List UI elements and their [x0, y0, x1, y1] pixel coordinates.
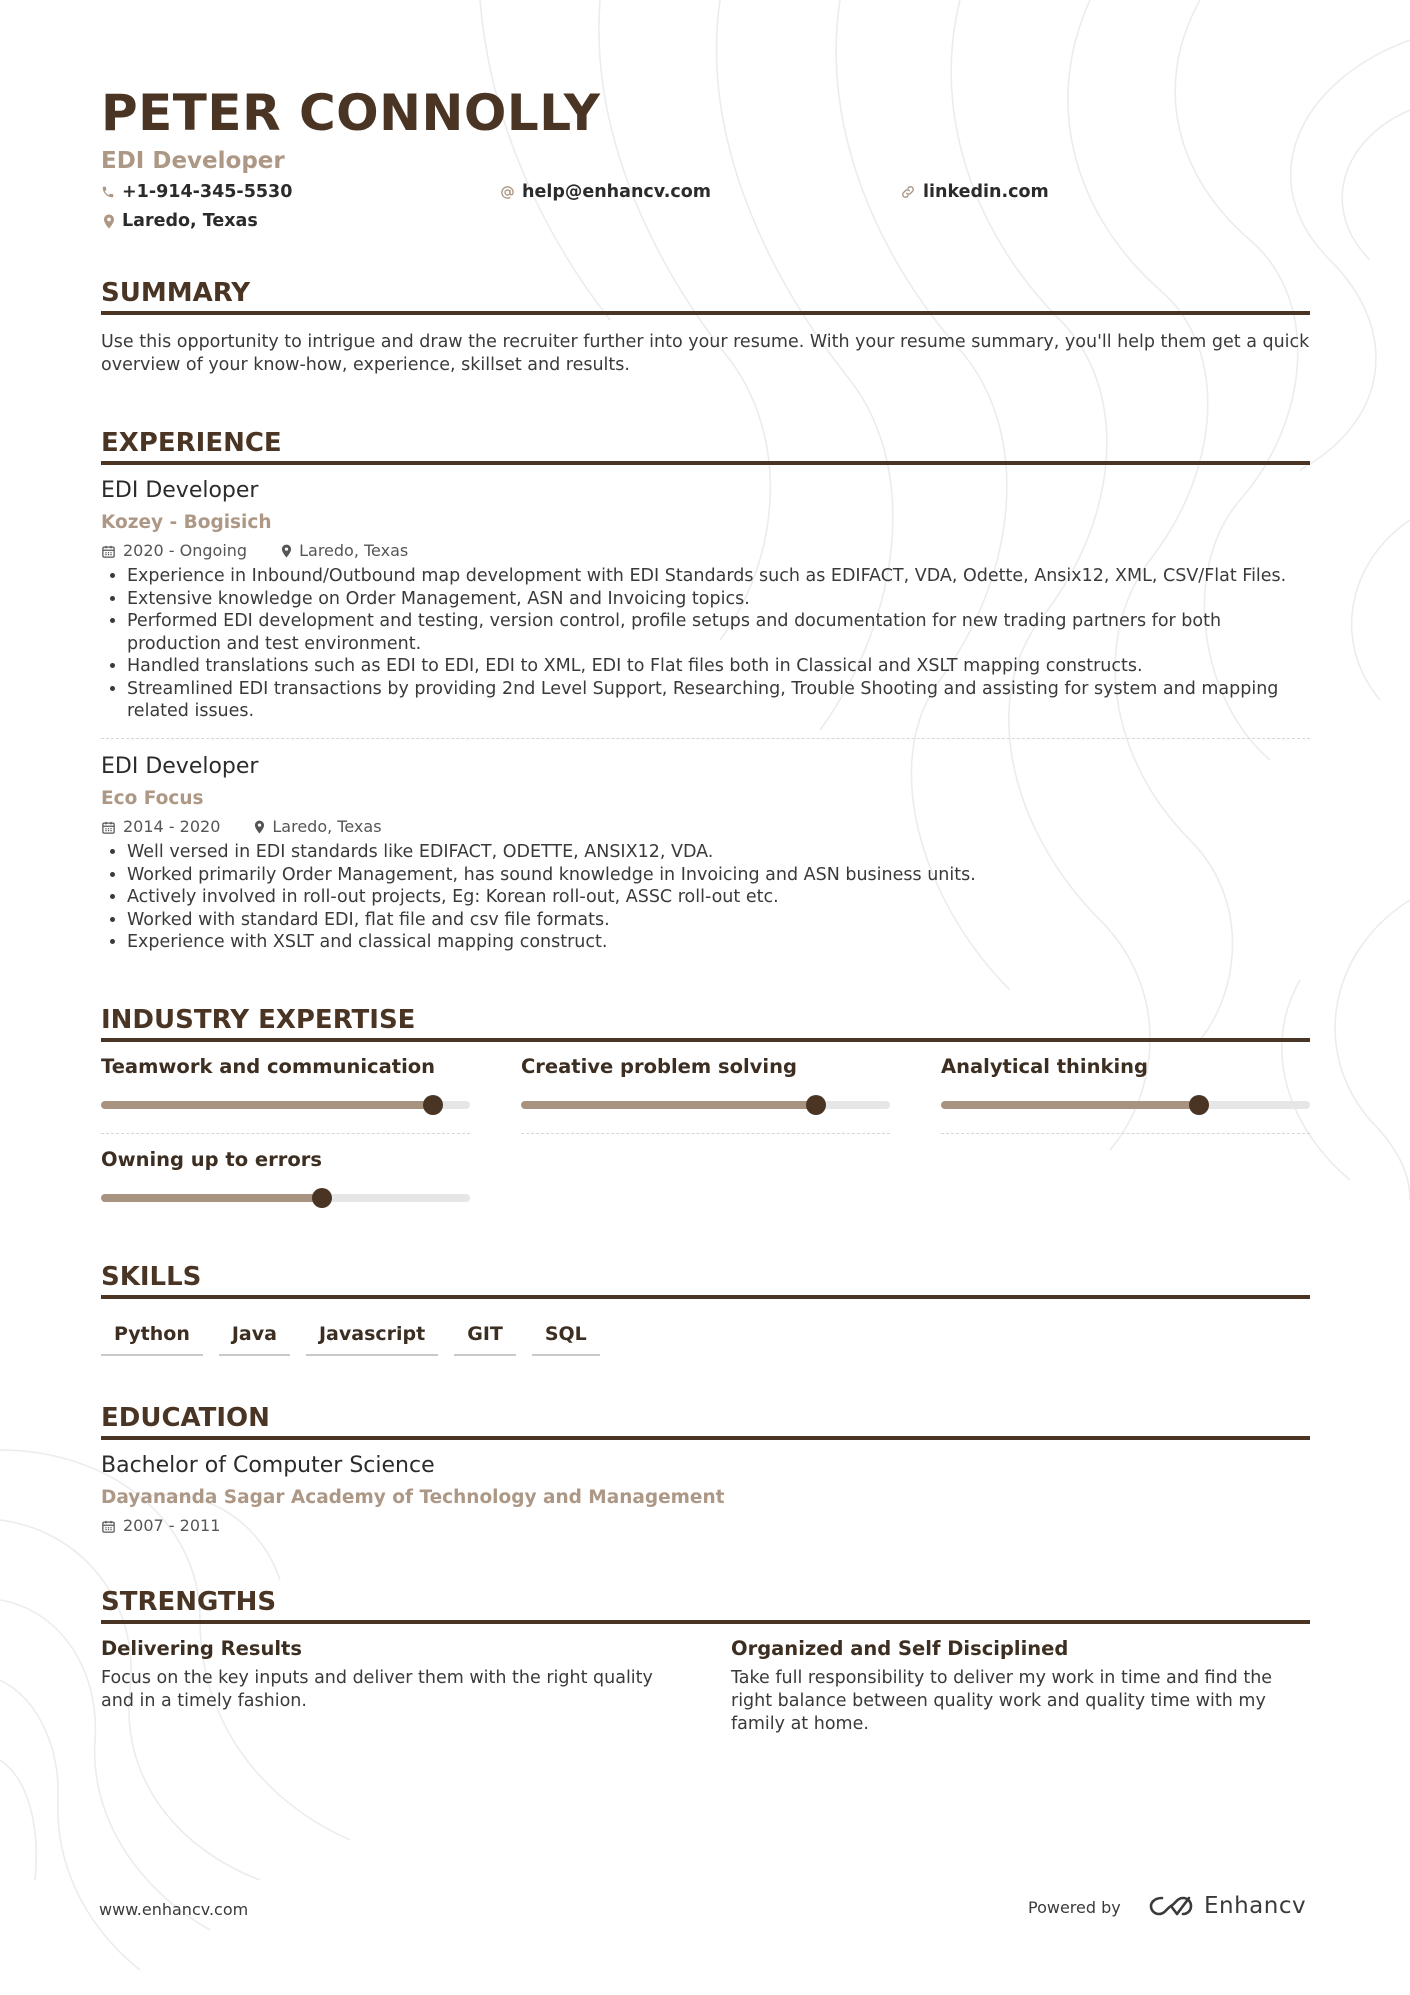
candidate-name: PETER CONNOLLY	[101, 84, 601, 142]
skill-tag: Python	[101, 1320, 203, 1356]
skill-tag: Java	[219, 1320, 290, 1356]
expertise-item	[101, 1148, 470, 1202]
skills-heading: SKILLS	[101, 1261, 1310, 1299]
email-contact[interactable]	[500, 182, 711, 202]
job-bullet: • Well versed in EDI standards like EDIFACT, ODETTE, ANSIX12, VDA.	[127, 841, 1310, 864]
strength-title: Organized and Self Disciplined	[731, 1637, 1069, 1660]
phone-icon	[101, 185, 115, 199]
job-title: EDI Developer	[101, 754, 259, 779]
job-dates: 2020 - Ongoing	[123, 541, 248, 560]
experience-section	[101, 427, 1310, 465]
company-name: Eco Focus	[101, 788, 204, 809]
linkedin-text: linkedin.com	[923, 182, 1049, 202]
strength-description: Focus on the key inputs and deliver them with the right quality and in a timely fashion.	[101, 1668, 653, 1711]
expertise-level-fill	[521, 1101, 816, 1109]
expertise-level-bar	[521, 1101, 890, 1109]
candidate-role: EDI Developer	[101, 148, 285, 174]
education-section	[101, 1402, 1310, 1440]
job-bullet: • Extensive knowledge on Order Management, ASN and Invoicing topics.	[127, 588, 1310, 611]
job-divider	[101, 738, 1310, 739]
job-bullet: • Worked primarily Order Management, has sound knowledge in Invoicing and ASN business units.	[127, 864, 1310, 887]
summary-heading: SUMMARY	[101, 277, 1310, 315]
job-meta	[101, 817, 1310, 837]
job-bullet: • Streamlined EDI transactions by providing 2nd Level Support, Researching, Trouble Shooting and assisting for system and mapping related issues.	[127, 678, 1310, 723]
calendar-icon	[101, 544, 116, 559]
strength-title: Delivering Results	[101, 1637, 302, 1660]
summary-text: Use this opportunity to intrigue and draw the recruiter further into your resume. With your resume summary, you'll help them get a quick overview of your know-how, experience, skillset and results.	[101, 332, 1310, 375]
phone-text: +1-914-345-5530	[122, 182, 293, 202]
experience-heading: EXPERIENCE	[101, 427, 1310, 465]
job-bullet: • Worked with standard EDI, flat file and csv file formats.	[127, 909, 1310, 932]
location-pin-icon	[103, 214, 115, 229]
job-bullet: • Performed EDI development and testing, version control, profile setups and documentation for new trading partners for both production and test environment.	[127, 610, 1310, 655]
job-meta	[101, 541, 1310, 561]
skill-tag: Javascript	[306, 1320, 438, 1356]
education-meta	[101, 1516, 1310, 1536]
email-text: help@enhancv.com	[522, 182, 712, 202]
expertise-divider	[941, 1133, 1310, 1134]
phone-contact[interactable]	[101, 182, 292, 202]
strengths-section	[101, 1586, 1310, 1624]
expertise-level-fill	[941, 1101, 1199, 1109]
location-contact	[103, 211, 258, 231]
education-heading: EDUCATION	[101, 1402, 1310, 1440]
expertise-level-fill	[101, 1101, 433, 1109]
brand-name: Enhancv	[1204, 1893, 1307, 1919]
expertise-divider	[521, 1133, 890, 1134]
education-dates: 2007 - 2011	[123, 1516, 221, 1535]
job-entry	[101, 753, 1310, 954]
job-dates: 2014 - 2020	[123, 817, 221, 836]
calendar-icon	[101, 1519, 116, 1534]
skills-list	[101, 1320, 600, 1356]
job-location: Laredo, Texas	[299, 541, 409, 560]
job-bullet: • Experience with XSLT and classical mapping construct.	[127, 931, 1310, 954]
expertise-section	[101, 1004, 1310, 1042]
job-entry	[101, 477, 1310, 723]
degree-title: Bachelor of Computer Science	[101, 1453, 435, 1478]
link-icon	[900, 184, 916, 200]
enhancv-logo-icon	[1148, 1894, 1194, 1918]
expertise-divider	[101, 1133, 470, 1134]
expertise-label: Analytical thinking	[941, 1055, 1148, 1078]
expertise-level-bar	[941, 1101, 1310, 1109]
expertise-heading: INDUSTRY EXPERTISE	[101, 1004, 1310, 1042]
expertise-label: Teamwork and communication	[101, 1055, 436, 1078]
expertise-item	[101, 1055, 470, 1109]
expertise-level-fill	[101, 1194, 322, 1202]
skills-section	[101, 1261, 1310, 1299]
location-pin-icon	[281, 544, 292, 558]
job-bullet: • Actively involved in roll-out projects, Eg: Korean roll-out, ASSC roll-out etc.	[127, 886, 1310, 909]
expertise-level-knob	[423, 1095, 443, 1115]
calendar-icon	[101, 820, 116, 835]
job-bullets	[101, 565, 1310, 723]
location-pin-icon	[254, 820, 265, 834]
school-name: Dayananda Sagar Academy of Technology and Management	[101, 1487, 725, 1508]
expertise-item	[521, 1055, 890, 1109]
location-text: Laredo, Texas	[122, 211, 258, 231]
education-entry	[101, 1452, 1310, 1536]
expertise-label: Creative problem solving	[521, 1055, 797, 1078]
expertise-label: Owning up to errors	[101, 1148, 323, 1171]
strengths-heading: STRENGTHS	[101, 1586, 1310, 1624]
powered-by-label: Powered by	[1028, 1898, 1121, 1917]
job-bullet: • Handled translations such as EDI to EDI, EDI to XML, EDI to Flat files both in Classical and XSLT mapping constructs.	[127, 655, 1310, 678]
skill-tag: SQL	[532, 1320, 600, 1356]
expertise-level-bar	[101, 1194, 470, 1202]
enhancv-brand[interactable]	[1148, 1893, 1306, 1919]
company-name: Kozey - Bogisich	[101, 512, 272, 533]
job-title: EDI Developer	[101, 478, 259, 503]
job-location: Laredo, Texas	[272, 817, 382, 836]
linkedin-contact[interactable]	[900, 182, 1049, 202]
footer-website[interactable]: www.enhancv.com	[99, 1900, 249, 1919]
expertise-level-bar	[101, 1101, 470, 1109]
job-bullet: • Experience in Inbound/Outbound map development with EDI Standards such as EDIFACT, VDA, Odette, Ansix12, XML, CSV/Flat Files.	[127, 565, 1310, 588]
strength-item	[731, 1637, 1306, 1736]
expertise-item	[941, 1055, 1310, 1109]
strength-description: Take full responsibility to deliver my work in time and find the right balance between quality work and quality time with my family at home.	[731, 1668, 1273, 1734]
job-bullets	[101, 841, 1310, 954]
at-icon	[500, 185, 515, 200]
summary-section	[101, 277, 1310, 377]
skill-tag: GIT	[454, 1320, 516, 1356]
strength-item	[101, 1637, 676, 1713]
